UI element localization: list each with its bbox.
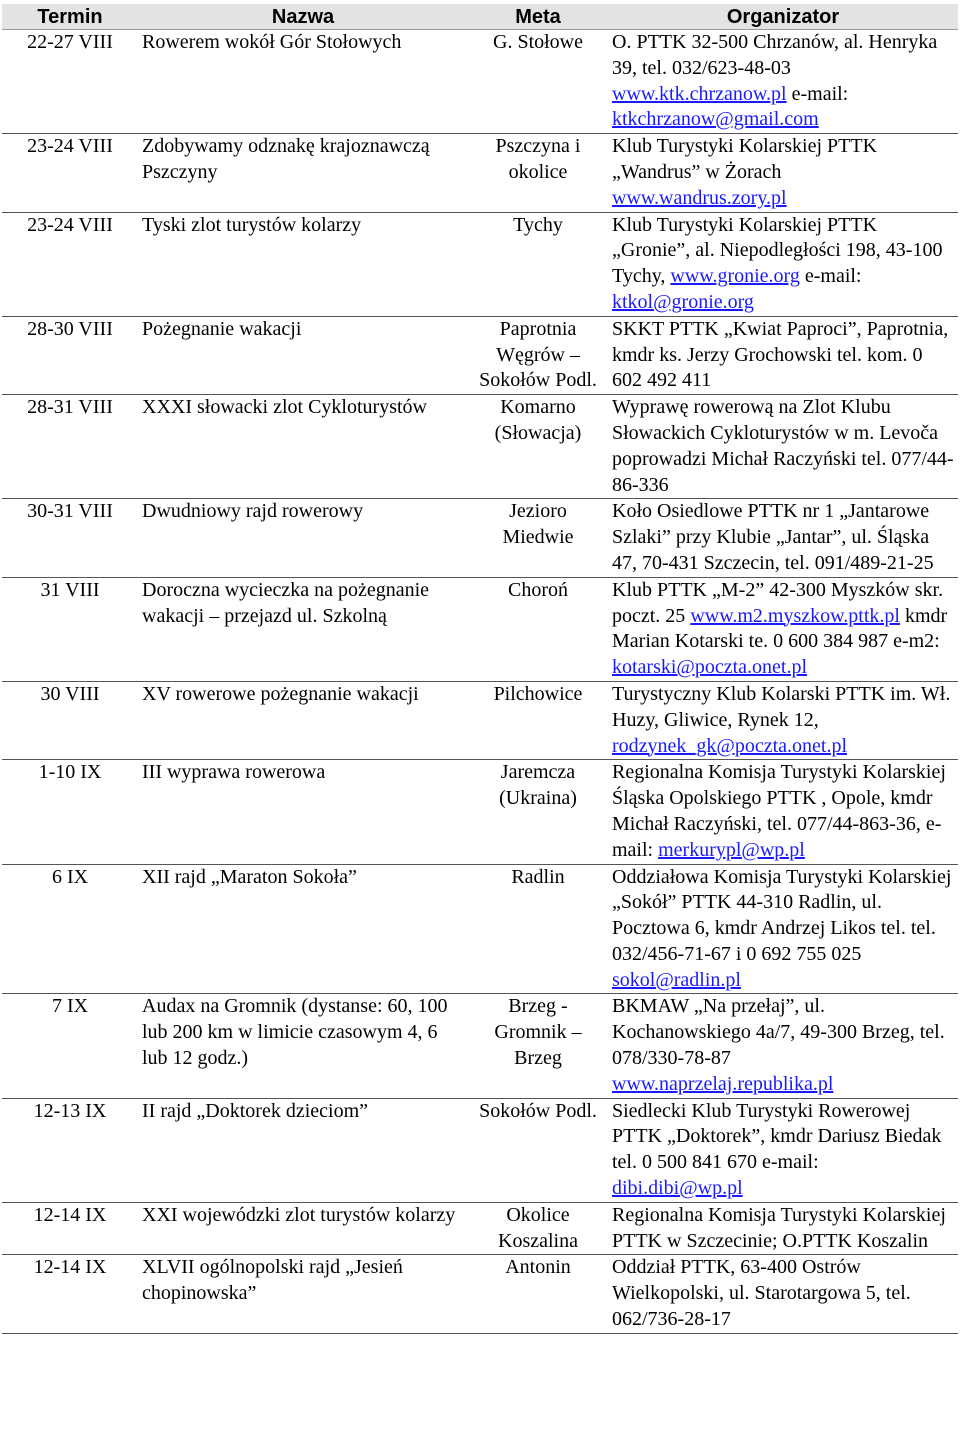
table-row	[2, 681, 958, 759]
event-destination: Brzeg - Gromnik – Brzeg	[468, 994, 608, 1098]
organizer-text: Koło Osiedlowe PTTK nr 1 „Jantarowe Szlaki” przy Klubie „Jantar”, ul. Śląska 47, 70-431 Szczecin, tel. 091/489-21-25	[612, 500, 934, 574]
event-organizer	[608, 1255, 958, 1333]
organizer-text: e-mail:	[799, 265, 862, 288]
event-date: 1-10 IX	[2, 760, 138, 864]
event-organizer	[608, 212, 958, 316]
event-date: 28-30 VIII	[2, 316, 138, 394]
event-date: 28-31 VIII	[2, 395, 138, 499]
organizer-link[interactable]: www.wandrus.zory.pl	[612, 186, 787, 209]
event-date: 7 IX	[2, 994, 138, 1098]
table-row	[2, 760, 958, 864]
event-organizer	[608, 994, 958, 1098]
table-row	[2, 316, 958, 394]
event-destination: Pszczyna i okolice	[468, 134, 608, 212]
organizer-text: Klub Turystyki Kolarskiej PTTK „Gronie”, al. Niepodległości 198, 43-100 Tychy,	[612, 213, 943, 288]
event-name: Pożegnanie wakacji	[138, 316, 468, 394]
organizer-text: Regionalna Komisja Turystyki Kolarskiej PTTK w Szczecinie; O.PTTK Koszalin	[612, 1203, 946, 1252]
event-organizer	[608, 577, 958, 681]
event-destination: Sokołów Podl.	[468, 1098, 608, 1202]
organizer-link[interactable]: merkurypl@wp.pl	[658, 838, 805, 861]
organizer-link[interactable]: kotarski@poczta.onet.pl	[612, 656, 808, 679]
event-date: 6 IX	[2, 864, 138, 994]
table-row	[2, 577, 958, 681]
event-name: III wyprawa rowerowa	[138, 760, 468, 864]
header-meta: Meta	[468, 4, 608, 30]
event-destination: Paprotnia Węgrów – Sokołów Podl.	[468, 316, 608, 394]
event-organizer	[608, 395, 958, 499]
event-name: Rowerem wokół Gór Stołowych	[138, 30, 468, 134]
event-destination: Tychy	[468, 212, 608, 316]
event-date: 31 VIII	[2, 577, 138, 681]
table-row	[2, 994, 958, 1098]
event-organizer	[608, 316, 958, 394]
organizer-text: Turystyczny Klub Kolarski PTTK im. Wł. Huzy, Gliwice, Rynek 12,	[612, 682, 951, 731]
table-body	[2, 30, 958, 1334]
table-row	[2, 395, 958, 499]
organizer-text: Klub PTTK „M-2” 42-300 Myszków skr. poczt. 25	[612, 578, 944, 627]
organizer-text: Wyprawę rowerową na Zlot Klubu Słowackich Cykloturystów w m. Levoča poprowadzi Michał Raczyński tel. 077/44-86-336	[612, 396, 954, 496]
event-name: II rajd „Doktorek dzieciom”	[138, 1098, 468, 1202]
table-row	[2, 30, 958, 134]
organizer-link[interactable]: www.ktk.chrzanow.pl	[612, 82, 787, 105]
organizer-link[interactable]: ktkol@gronie.org	[612, 290, 754, 313]
organizer-text: SKKT PTTK „Kwiat Paproci”, Paprotnia, kmdr ks. Jerzy Grochowski tel. kom. 0 602 492 411	[612, 317, 949, 392]
header-termin: Termin	[2, 4, 138, 30]
organizer-text: Siedlecki Klub Turystyki Rowerowej PTTK „Doktorek”, kmdr Dariusz Biedak tel. 0 500 841 670 e-mail:	[612, 1099, 942, 1174]
organizer-link[interactable]: rodzynek_gk@poczta.onet.pl	[612, 734, 848, 757]
event-name: Dwudniowy rajd rowerowy	[138, 499, 468, 577]
event-destination: Choroń	[468, 577, 608, 681]
event-name: XXXI słowacki zlot Cykloturystów	[138, 395, 468, 499]
table-header	[2, 4, 958, 30]
table-row	[2, 1098, 958, 1202]
events-table	[2, 4, 958, 1334]
event-name: XV rowerowe pożegnanie wakacji	[138, 681, 468, 759]
organizer-text: O. PTTK 32-500 Chrzanów, al. Henryka 39, tel. 032/623-48-03	[612, 31, 938, 79]
event-date: 12-14 IX	[2, 1255, 138, 1333]
table-row	[2, 864, 958, 994]
header-organizator: Organizator	[608, 4, 958, 30]
organizer-link[interactable]: www.naprzelaj.republika.pl	[612, 1072, 834, 1095]
event-name: Audax na Gromnik (dystanse: 60, 100 lub 200 km w limicie czasowym 4, 6 lub 12 godz.)	[138, 994, 468, 1098]
event-destination: Komarno (Słowacja)	[468, 395, 608, 499]
event-destination: G. Stołowe	[468, 30, 608, 134]
event-organizer	[608, 30, 958, 134]
organizer-text: kmdr Marian Kotarski te. 0 600 384 987 e-m2:	[612, 604, 948, 653]
organizer-text: e-mail:	[786, 82, 849, 105]
organizer-link[interactable]: sokol@radlin.pl	[612, 968, 741, 991]
event-name: XLVII ogólnopolski rajd „Jesień chopinowska”	[138, 1255, 468, 1333]
organizer-link[interactable]: ktkchrzanow@gmail.com	[612, 108, 819, 131]
event-name: XII rajd „Maraton Sokoła”	[138, 864, 468, 994]
organizer-link[interactable]: www.m2.myszkow.pttk.pl	[690, 604, 900, 627]
table-row	[2, 499, 958, 577]
organizer-text: BKMAW „Na przełaj”, ul. Kochanowskiego 4a/7, 49-300 Brzeg, tel. 078/330-78-87	[612, 995, 945, 1070]
event-date: 30-31 VIII	[2, 499, 138, 577]
event-organizer	[608, 760, 958, 864]
event-date: 30 VIII	[2, 681, 138, 759]
event-destination: Pilchowice	[468, 681, 608, 759]
event-organizer	[608, 1098, 958, 1202]
event-organizer	[608, 864, 958, 994]
event-date: 22-27 VIII	[2, 30, 138, 134]
event-organizer	[608, 134, 958, 212]
event-name: Tyski zlot turystów kolarzy	[138, 212, 468, 316]
event-destination: Jaremcza (Ukraina)	[468, 760, 608, 864]
event-destination: Radlin	[468, 864, 608, 994]
event-organizer	[608, 1202, 958, 1255]
header-nazwa: Nazwa	[138, 4, 468, 30]
event-name: Zdobywamy odznakę krajoznawczą Pszczyny	[138, 134, 468, 212]
table-row	[2, 1255, 958, 1333]
event-date: 23-24 VIII	[2, 134, 138, 212]
event-organizer	[608, 681, 958, 759]
organizer-link[interactable]: dibi.dibi@wp.pl	[612, 1177, 743, 1200]
event-date: 12-14 IX	[2, 1202, 138, 1255]
organizer-text: Regionalna Komisja Turystyki Kolarskiej Śląska Opolskiego PTTK , Opole, kmdr Michał Raczyński, tel. 077/44-863-36, e-mail:	[612, 761, 946, 861]
event-date: 23-24 VIII	[2, 212, 138, 316]
event-destination: Okolice Koszalina	[468, 1202, 608, 1255]
organizer-link[interactable]: www.gronie.org	[670, 265, 800, 288]
organizer-text: Klub Turystyki Kolarskiej PTTK „Wandrus” w Żorach	[612, 135, 878, 183]
organizer-text: Oddział PTTK, 63-400 Ostrów Wielkopolski, ul. Starotargowa 5, tel. 062/736-28-17	[612, 1256, 911, 1331]
header-row	[2, 4, 958, 30]
table-row	[2, 1202, 958, 1255]
event-organizer	[608, 499, 958, 577]
event-destination: Jezioro Miedwie	[468, 499, 608, 577]
table-row	[2, 134, 958, 212]
event-destination: Antonin	[468, 1255, 608, 1333]
event-name: XXI wojewódzki zlot turystów kolarzy	[138, 1202, 468, 1255]
event-name: Doroczna wycieczka na pożegnanie wakacji – przejazd ul. Szkolną	[138, 577, 468, 681]
organizer-text: Oddziałowa Komisja Turystyki Kolarskiej „Sokół” PTTK 44-310 Radlin, ul. Pocztowa 6, kmdr Andrzej Likos tel. tel. 032/456-71-67 i 0 692 755 025	[612, 865, 952, 965]
table-row	[2, 212, 958, 316]
event-date: 12-13 IX	[2, 1098, 138, 1202]
